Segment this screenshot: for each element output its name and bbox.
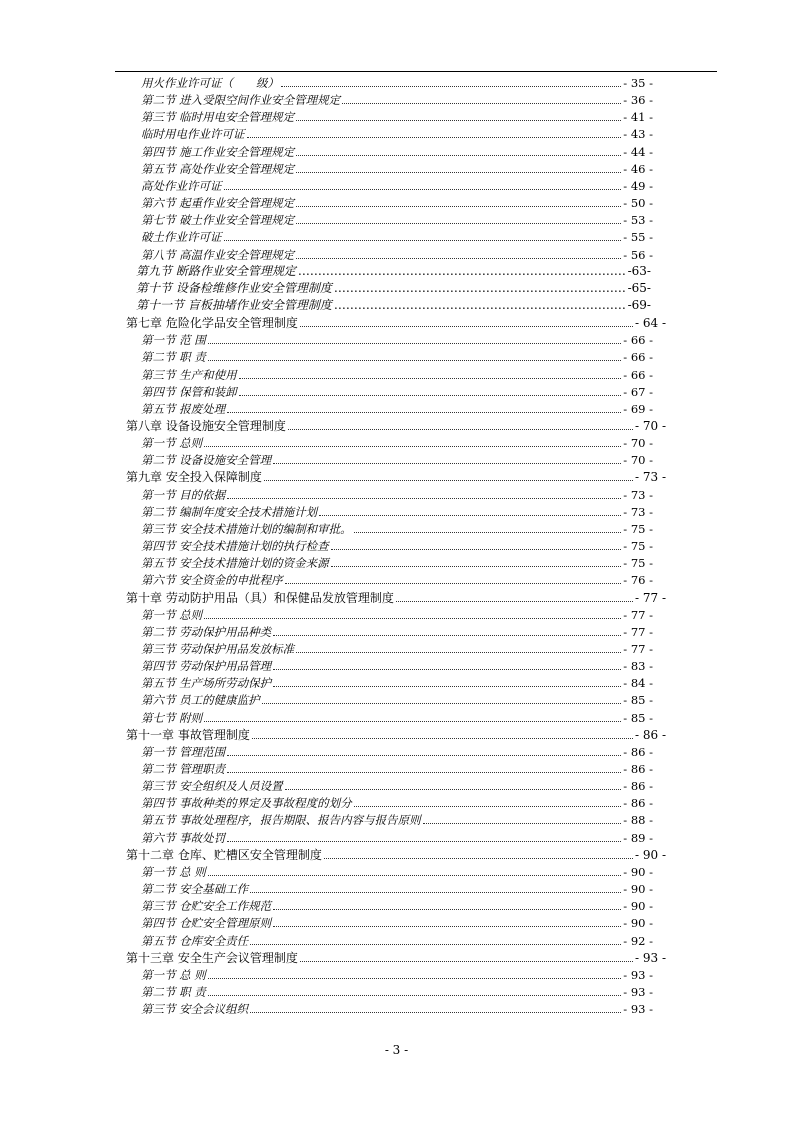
toc-entry-title: 第三节 安全技术措施计划的编制和审批。 — [141, 521, 352, 536]
toc-dot-leader — [224, 228, 622, 241]
toc-entry-title: 第五节 报废处理 — [141, 401, 226, 416]
toc-entry-page-number: - 69 - — [623, 401, 653, 416]
toc-section-entry[interactable] — [141, 897, 653, 914]
toc-entry-title: 第一节 总则 — [141, 607, 203, 622]
toc-entry-title: 第八节 高温作业安全管理规定 — [141, 247, 295, 262]
toc-section-entry[interactable] — [141, 640, 653, 657]
toc-section-entry[interactable] — [141, 623, 653, 640]
toc-section-entry[interactable] — [141, 777, 653, 794]
toc-section-entry[interactable] — [141, 74, 653, 91]
toc-entry-title: 第一节 总 则 — [141, 967, 206, 982]
toc-entry-page-number: - 73 - — [634, 470, 666, 485]
toc-dot-leader — [227, 486, 621, 499]
toc-dot-leader — [354, 794, 622, 807]
toc-entry-title: 第七节 破土作业安全管理规定 — [141, 213, 295, 228]
toc-section-entry[interactable] — [141, 606, 653, 623]
toc-entry-title: 第二节 安全基础工作 — [141, 882, 249, 897]
toc-section-entry[interactable] — [141, 983, 653, 1000]
toc-dot-leader — [264, 468, 633, 481]
toc-section-entry[interactable] — [141, 829, 653, 846]
toc-entry-page-number: - 53 - — [623, 213, 653, 228]
toc-entry-page-number: - 90 - — [623, 899, 653, 914]
toc-section-entry[interactable] — [141, 228, 653, 245]
toc-entry-page-number: - 46 - — [623, 161, 653, 176]
toc-entry-page-number: - 64 - — [634, 316, 666, 331]
toc-dot-leader — [331, 554, 622, 567]
toc-section-entry[interactable] — [141, 674, 653, 691]
toc-entry-title: 用火作业许可证（ 级） — [141, 76, 279, 90]
toc-section-entry[interactable] — [141, 691, 653, 708]
toc-chapter-entry[interactable] — [126, 589, 666, 606]
toc-entry-title: 第十三章 安全生产会议管理制度 — [126, 950, 298, 965]
header-rule — [115, 71, 717, 72]
toc-entry-page-number: - 83 - — [623, 659, 653, 674]
toc-dot-leader — [296, 211, 621, 224]
toc-dot-leader — [250, 932, 621, 945]
toc-section-entry[interactable] — [141, 503, 653, 520]
toc-dot-leader — [324, 846, 633, 859]
toc-entry-title: 破土作业许可证 — [141, 230, 222, 245]
toc-section-entry[interactable] — [141, 914, 653, 931]
toc-dot-leader — [300, 949, 633, 962]
toc-entry-page-number: - 86 - — [623, 796, 653, 811]
toc-dot-leader — [285, 777, 622, 790]
toc-entry-page-number: - 86 - — [623, 762, 653, 776]
toc-entry-page-number: -65- — [627, 280, 651, 295]
toc-entry-page-number: - 93 - — [623, 984, 653, 999]
toc-entry-title: 第三节 生产和使用 — [141, 367, 237, 382]
toc-entry-page-number: - 86 - — [634, 727, 666, 742]
toc-entry-page-number: - 86 - — [623, 744, 653, 759]
toc-entry-page-number: - 88 - — [623, 813, 653, 828]
toc-section-entry[interactable] — [141, 143, 653, 160]
toc-entry-page-number: - 41 - — [623, 110, 653, 125]
toc-entry-title: 第九节 断路作业安全管理规定 — [136, 263, 296, 278]
toc-entry-title: 第五节 仓库安全责任 — [141, 933, 249, 948]
toc-entry-title: 第二节 进入受限空间作业安全管理规定 — [141, 93, 341, 108]
toc-entry-page-number: - 75 - — [623, 556, 653, 571]
toc-dot-leader — [354, 520, 622, 533]
toc-dot-leader — [296, 143, 621, 156]
toc-section-entry[interactable] — [141, 709, 653, 726]
toc-entry-page-number: - 55 - — [623, 230, 653, 245]
toc-chapter-entry[interactable] — [126, 949, 666, 966]
toc-entry-page-number: - 86 - — [623, 779, 653, 794]
toc-entry-title: 第四节 仓贮安全管理原则 — [141, 916, 272, 931]
toc-entry-page-number: - 50 - — [623, 196, 653, 211]
toc-entry-page-number: - 70 - — [623, 436, 653, 451]
toc-entry-title: 第六节 员工的健康监护 — [141, 693, 260, 708]
toc-entry-title: 第九章 安全投入保障制度 — [126, 470, 262, 485]
toc-entry-page-number: - 70 - — [623, 453, 653, 468]
toc-entry-page-number: - 77 - — [623, 641, 653, 656]
toc-section-entry[interactable] — [141, 863, 653, 880]
toc-entry-title: 第三节 临时用电安全管理规定 — [141, 110, 295, 125]
toc-section-entry[interactable] — [141, 520, 653, 537]
toc-entry-title: 第四节 保管和装卸 — [141, 384, 237, 399]
toc-dot-leader — [281, 74, 621, 87]
toc-dot-leader — [273, 674, 621, 687]
toc-dot-leader — [273, 657, 621, 670]
toc-section-entry[interactable] — [141, 160, 653, 177]
toc-dot-leader — [296, 640, 621, 653]
toc-dot-leader — [208, 348, 621, 361]
toc-entry-page-number: - 66 - — [623, 350, 653, 365]
toc-dot-leader — [423, 811, 622, 824]
toc-section-entry[interactable] — [141, 246, 653, 263]
toc-dot-leader — [334, 280, 626, 292]
toc-entry-title: 第一节 目的依据 — [141, 487, 226, 502]
toc-dot-leader — [208, 863, 621, 876]
toc-dot-leader — [319, 503, 621, 516]
toc-section-entry[interactable] — [141, 366, 653, 383]
toc-dot-leader — [227, 743, 621, 756]
toc-section-entry[interactable] — [141, 811, 653, 828]
toc-entry-title: 第四节 劳动保护用品管理 — [141, 659, 272, 674]
toc-entry-page-number: - 84 - — [623, 676, 653, 691]
toc-entry-title: 第三节 仓贮安全工作规范 — [141, 899, 272, 914]
toc-section-entry[interactable] — [141, 383, 653, 400]
toc-entry-title: 第二节 职 责 — [141, 350, 206, 365]
toc-dot-leader — [239, 383, 622, 396]
toc-entry-page-number: - 73 - — [623, 487, 653, 502]
page-number: - 3 - — [384, 1043, 409, 1057]
toc-dot-leader — [273, 451, 621, 464]
toc-entry-page-number: - 70 - — [634, 419, 666, 433]
toc-chapter-entry[interactable] — [126, 468, 666, 485]
toc-dot-leader — [208, 983, 621, 996]
toc-entry-page-number: - 66 - — [623, 367, 653, 382]
toc-section-entry[interactable] — [141, 331, 653, 348]
toc-dot-leader — [208, 331, 621, 344]
toc-dot-leader — [342, 91, 621, 104]
toc-section-entry[interactable] — [141, 211, 653, 228]
toc-entry-title: 第六节 安全资金的申批程序 — [141, 573, 283, 588]
toc-dot-leader — [300, 314, 633, 327]
toc-entry-title: 第一节 管理范围 — [141, 744, 226, 759]
toc-chapter-entry[interactable] — [126, 726, 666, 743]
toc-section-entry[interactable] — [141, 966, 653, 983]
toc-entry-title: 第四节 施工作业安全管理规定 — [141, 144, 295, 159]
toc-section-entry[interactable] — [141, 932, 653, 949]
toc-dot-leader — [334, 297, 626, 309]
toc-section-entry[interactable] — [141, 177, 653, 194]
toc-entry-title: 第一节 范 围 — [141, 333, 206, 348]
toc-chapter-entry[interactable] — [126, 314, 666, 331]
toc-entry-page-number: - 77 - — [623, 607, 653, 622]
toc-entry-page-number: - 67 - — [623, 384, 653, 399]
toc-section-entry[interactable] — [141, 108, 653, 125]
toc-entry-page-number: - 90 - — [634, 847, 666, 862]
toc-entry-title: 第二节 职 责 — [141, 984, 206, 999]
toc-section-entry[interactable] — [141, 657, 653, 674]
toc-entry-page-number: - 43 - — [623, 127, 653, 142]
toc-entry-title: 第十一节 盲板抽堵作业安全管理制度 — [136, 297, 332, 312]
toc-dot-leader — [204, 434, 621, 447]
toc-chapter-entry[interactable] — [126, 417, 666, 434]
toc-entry-title: 第五节 事故处理程序，报告期限、报告内容与报告原则 — [141, 813, 421, 828]
toc-entry-page-number: - 85 - — [623, 710, 653, 725]
toc-dot-leader — [250, 1000, 621, 1013]
toc-section-entry[interactable] — [141, 880, 653, 897]
toc-section-entry[interactable] — [141, 400, 653, 417]
toc-dot-leader — [208, 966, 621, 979]
toc-entry-title: 第十章 劳动防护用品（具）和保健品发放管理制度 — [126, 590, 394, 605]
toc-section-entry[interactable] — [141, 91, 653, 108]
toc-section-entry[interactable] — [141, 348, 653, 365]
toc-dot-leader — [298, 263, 626, 275]
toc-entry-page-number: - 90 - — [623, 916, 653, 931]
toc-entry-title: 第五节 高处作业安全管理规定 — [141, 161, 295, 176]
toc-entry-page-number: -69- — [627, 297, 651, 312]
toc-dot-leader — [227, 760, 621, 773]
toc-section-entry[interactable] — [136, 263, 651, 280]
toc-dot-leader — [296, 246, 621, 259]
toc-section-entry[interactable] — [141, 794, 653, 811]
toc-entry-page-number: - 56 - — [623, 247, 653, 262]
toc-entry-page-number: - 66 - — [623, 333, 653, 348]
toc-dot-leader — [296, 108, 621, 121]
toc-section-entry[interactable] — [141, 571, 653, 588]
toc-entry-title: 第三节 劳动保护用品发放标准 — [141, 641, 295, 656]
toc-section-entry[interactable] — [141, 451, 653, 468]
toc-dot-leader — [285, 571, 622, 584]
toc-entry-title: 第五节 安全技术措施计划的资金来源 — [141, 556, 329, 571]
toc-dot-leader — [296, 160, 621, 173]
toc-section-entry[interactable] — [136, 280, 651, 297]
toc-section-entry[interactable] — [141, 125, 653, 142]
toc-entry-title: 第八章 设备设施安全管理制度 — [126, 419, 286, 433]
toc-entry-page-number: - 36 - — [623, 93, 653, 108]
toc-entry-title: 第十节 设备检维修作业安全管理制度 — [136, 280, 332, 295]
toc-dot-leader — [247, 125, 622, 138]
toc-dot-leader — [227, 400, 621, 413]
toc-dot-leader — [224, 177, 622, 190]
toc-entry-title: 第二节 劳动保护用品种类 — [141, 624, 272, 639]
toc-dot-leader — [273, 914, 621, 927]
toc-section-entry[interactable] — [141, 743, 653, 760]
toc-section-entry[interactable] — [141, 434, 653, 451]
toc-entry-page-number: - 89 - — [623, 830, 653, 845]
toc-section-entry[interactable] — [141, 486, 653, 503]
toc-entry-title: 临时用电作业许可证 — [141, 127, 245, 142]
toc-entry-title: 第四节 安全技术措施计划的执行检查 — [141, 539, 329, 554]
toc-entry-page-number: - 93 - — [623, 967, 653, 982]
toc-entry-page-number: -63- — [627, 263, 651, 278]
toc-entry-page-number: - 35 - — [623, 76, 653, 90]
toc-entry-title: 第十二章 仓库、贮槽区安全管理制度 — [126, 847, 322, 862]
toc-section-entry[interactable] — [141, 554, 653, 571]
toc-dot-leader — [262, 691, 622, 704]
toc-entry-title: 第三节 安全组织及人员设置 — [141, 779, 283, 794]
toc-dot-leader — [296, 194, 621, 207]
toc-entry-page-number: - 93 - — [634, 950, 666, 965]
toc-entry-title: 第二节 编制年度安全技术措施计划 — [141, 504, 318, 519]
toc-dot-leader — [273, 623, 621, 636]
toc-entry-title: 第四节 事故种类的界定及事故程度的划分 — [141, 796, 352, 811]
toc-entry-title: 第六节 起重作业安全管理规定 — [141, 196, 295, 211]
toc-dot-leader — [273, 897, 621, 910]
toc-entry-title: 第六节 事故处罚 — [141, 830, 226, 845]
toc-entry-page-number: - 77 - — [623, 624, 653, 639]
toc-entry-page-number: - 92 - — [623, 933, 653, 948]
toc-entry-page-number: - 76 - — [623, 573, 653, 588]
toc-entry-page-number: - 73 - — [623, 504, 653, 519]
toc-dot-leader — [227, 829, 621, 842]
toc-entry-title: 第十一章 事故管理制度 — [126, 727, 250, 742]
toc-section-entry[interactable] — [136, 297, 651, 314]
toc-entry-page-number: - 90 - — [623, 882, 653, 897]
toc-entry-page-number: - 75 - — [623, 521, 653, 536]
toc-entry-page-number: - 77 - — [634, 590, 666, 605]
toc-entry-title: 第二节 设备设施安全管理 — [141, 453, 272, 468]
toc-dot-leader — [250, 880, 621, 893]
toc-entry-page-number: - 49 - — [623, 178, 653, 193]
toc-dot-leader — [204, 606, 621, 619]
toc-entry-title: 第二节 管理职责 — [141, 762, 226, 776]
toc-dot-leader — [239, 366, 622, 379]
toc-entry-page-number: - 93 - — [623, 1002, 653, 1017]
toc-entry-title: 第五节 生产场所劳动保护 — [141, 676, 272, 691]
toc-dot-leader — [331, 537, 622, 550]
toc-entry-title: 第一节 总 则 — [141, 864, 206, 879]
toc-chapter-entry[interactable] — [126, 846, 666, 863]
toc-entry-title: 第七节 附则 — [141, 710, 203, 725]
toc-section-entry[interactable] — [141, 194, 653, 211]
toc-dot-leader — [396, 589, 633, 602]
toc-entry-page-number: - 44 - — [623, 144, 653, 159]
toc-section-entry[interactable] — [141, 1000, 653, 1017]
toc-section-entry[interactable] — [141, 760, 653, 777]
toc-entry-title: 第七章 危险化学品安全管理制度 — [126, 316, 298, 331]
toc-dot-leader — [252, 726, 633, 739]
toc-dot-leader — [288, 417, 633, 430]
toc-entry-title: 第一节 总则 — [141, 436, 203, 451]
toc-dot-leader — [204, 709, 621, 722]
toc-entry-page-number: - 85 - — [623, 693, 653, 708]
toc-section-entry[interactable] — [141, 537, 653, 554]
toc-entry-page-number: - 90 - — [623, 864, 653, 879]
toc-entry-page-number: - 75 - — [623, 539, 653, 554]
toc-entry-title: 高处作业许可证 — [141, 178, 222, 193]
toc-entry-title: 第三节 安全会议组织 — [141, 1002, 249, 1017]
